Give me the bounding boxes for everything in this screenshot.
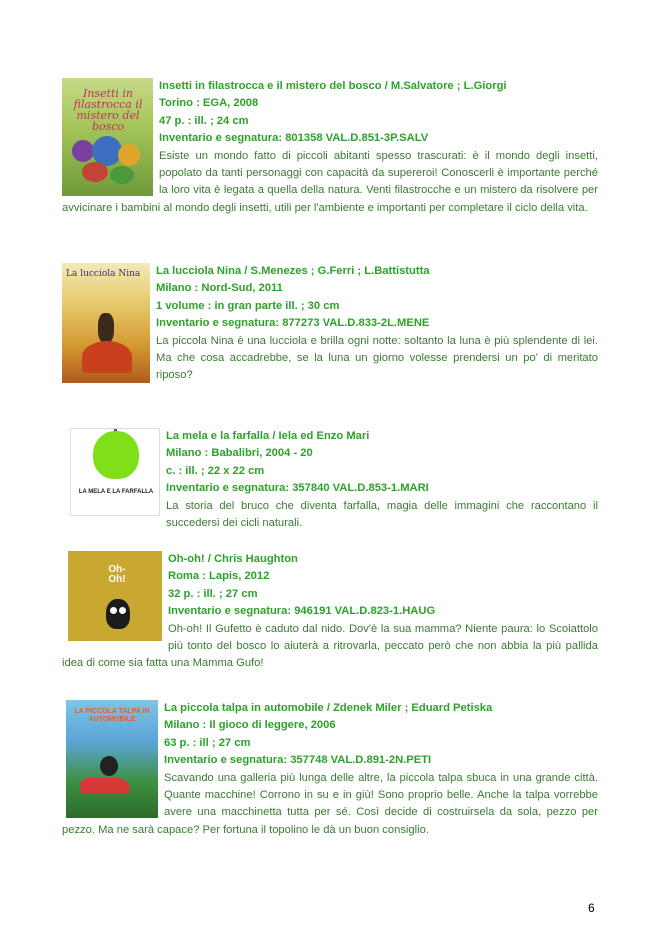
- book-inventory: Inventario e segnatura: 801358 VAL.D.851-3P.SALV: [159, 132, 429, 145]
- book-cover-talpa: [66, 700, 158, 818]
- book-description: Oh-oh! Il Gufetto è caduto dal nido. Dov'è la sua mamma? Niente paura: lo Scoiattolo più tonto del bosco lo aiuterà a ritrovarla, peccato però che non abbia la più pallida idea di come sia fatta una Mamma Gufo!: [62, 622, 598, 670]
- book-inventory: Inventario e segnatura: 877273 VAL.D.833-2L.MENE: [156, 317, 430, 330]
- book-physical: 47 p. : ill. ; 24 cm: [159, 114, 249, 127]
- book-inventory: Inventario e segnatura: 357748 VAL.D.891-2N.PETI: [164, 754, 432, 767]
- cover-title: La lucciola Nina: [66, 269, 141, 279]
- book-description: La storia del bruco che diventa farfalla, magia delle immagini che raccontano il succedersi dei cicli naturali.: [166, 499, 598, 530]
- book-title: Insetti in filastrocca e il mistero del bosco / M.Salvatore ; L.Giorgi: [159, 80, 507, 92]
- book-description: Scavando una galleria più lunga delle altre, la piccola talpa sbuca in una grande città. Quante macchine! Corrono in su e in giù! Sono proprio belle. Anche la talpa vorrebbe avere una macchinetta tutta per sé. Così decide di costruirsela da sola, pezzo per pezzo. Ma ne sarà capace? Per fortuna il topolino le dà un buon consiglio.: [62, 771, 598, 836]
- book-entry-1: [62, 78, 598, 217]
- book-title: La mela e la farfalla / Iela ed Enzo Mari: [166, 430, 370, 442]
- book-cover-insetti: [62, 78, 153, 196]
- car-icon: [80, 778, 130, 794]
- book-publisher: Torino : EGA, 2008: [159, 97, 259, 110]
- cover-title: LA PICCOLA TALPA IN AUTOMOBILE: [74, 708, 150, 723]
- book-publisher: Roma : Lapis, 2012: [168, 570, 270, 583]
- book-inventory: Inventario e segnatura: 357840 VAL.D.853-1.MARI: [166, 482, 429, 495]
- book-publisher: Milano : Il gioco di leggere, 2006: [164, 719, 336, 732]
- book-physical: 32 p. : ill. ; 27 cm: [168, 587, 258, 600]
- page-number: 6: [588, 901, 595, 915]
- book-publisher: Milano : Nord-Sud, 2011: [156, 282, 283, 295]
- book-physical: 1 volume : in gran parte ill. ; 30 cm: [156, 299, 340, 312]
- cover-title: Insetti in filastrocca il mistero del bosco: [73, 87, 143, 133]
- book-entry-3: [62, 428, 598, 532]
- book-title: La lucciola Nina / S.Menezes ; G.Ferri ; L.Battistutta: [156, 265, 430, 277]
- book-physical: c. : ill. ; 22 x 22 cm: [166, 464, 265, 477]
- book-publisher: Milano : Babalibri, 2004 - 20: [166, 447, 313, 460]
- book-description: La piccola Nina è una lucciola e brilla ogni notte: soltanto la luna è più splendente di lei. Ma che cosa accadrebbe, se la luna un giorno volesse prendersi un po' di meritato riposo?: [156, 334, 598, 382]
- owl-icon: [106, 599, 130, 629]
- book-entry-4: [62, 551, 598, 673]
- apple-icon: [93, 431, 139, 479]
- book-cover-ohoh: [68, 551, 162, 641]
- book-inventory: Inventario e segnatura: 946191 VAL.D.823-1.HAUG: [168, 605, 436, 618]
- book-title: Oh-oh! / Chris Haughton: [168, 553, 298, 565]
- book-description: Esiste un mondo fatto di piccoli abitanti spesso trascurati: è il mondo degli insetti, popolato da tanti personaggi con capacità da supereroi! Conoscerli è importante perché la loro vita è legata a quella della natura. Venti filastrocche e un mistero da risolvere per avvicinare i bambini al mondo degli insetti, utili per l'ambiente e importanti per completare il ciclo della vita.: [62, 149, 598, 214]
- book-entry-2: [62, 263, 598, 385]
- book-title: La piccola talpa in automobile / Zdenek Miler ; Eduard Petiska: [164, 702, 493, 714]
- book-cover-lucciola: [62, 263, 150, 383]
- book-entry-5: [62, 700, 598, 839]
- cover-title: LA MELA E LA FARFALLA: [78, 489, 154, 495]
- book-physical: 63 p. : ill ; 27 cm: [164, 736, 251, 749]
- book-cover-mela: [70, 428, 160, 516]
- cover-title: Oh- Oh!: [108, 564, 126, 585]
